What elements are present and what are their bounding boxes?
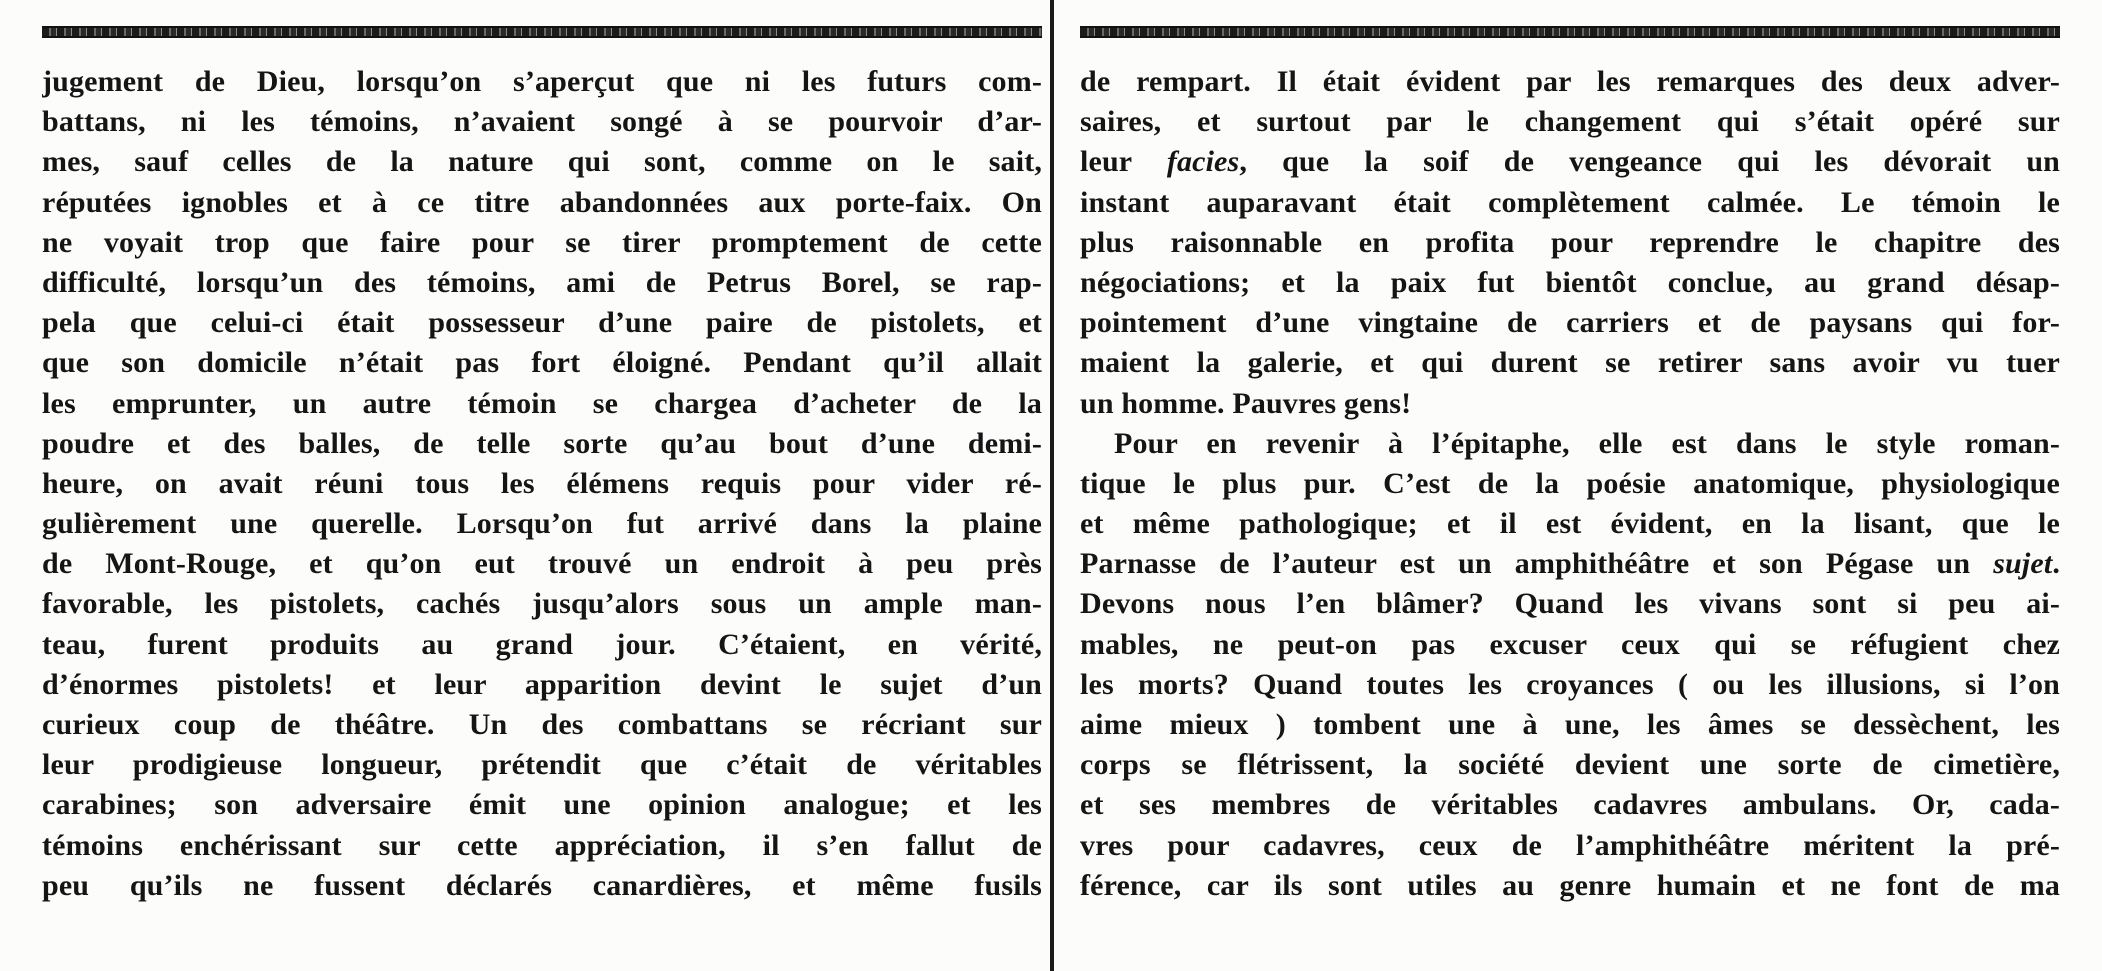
right-line-2: saires, et surtout par le changement qui s’était opéré sur xyxy=(1080,105,2060,139)
center-column-rule xyxy=(1050,0,1054,971)
left-text-column xyxy=(42,26,1042,946)
right-line-17: aime mieux ) tombent une à une, les âmes se dessèchent, les xyxy=(1080,708,2060,741)
left-line-1: jugement de Dieu, lorsqu’on s’aperçut que ni les futurs com- xyxy=(42,65,1042,98)
left-line-7: pela que celui-ci était possesseur d’une paire de pistolets, et xyxy=(42,306,1042,340)
right-line-7: pointement d’une vingtaine de carriers et de paysans qui for- xyxy=(1080,306,2060,340)
facies-italic-word: facies xyxy=(1166,145,1240,179)
right-line-4: instant auparavant était complètement calmée. Le témoin le xyxy=(1080,185,2060,219)
right-line-12: et même pathologique; et il est évident, en la lisant, que le xyxy=(1080,507,2060,541)
left-line-10: poudre et des balles, de telle sorte qu’au bout d’une demi- xyxy=(42,426,1042,460)
right-line-21: férence, car ils sont utiles au genre humain et ne font de ma xyxy=(1080,868,2060,902)
left-line-8: que son domicile n’était pas fort éloigné. Pendant qu’il allait xyxy=(42,346,1042,380)
right-line-20: vres pour cadavres, ceux de l’amphithéâtre méritent la pré- xyxy=(1080,828,2060,862)
left-line-17: curieux coup de théâtre. Un des combattans se récriant sur xyxy=(42,708,1042,741)
right-text-column xyxy=(1080,26,2060,946)
left-line-4: réputées ignobles et à ce titre abandonnées aux porte-faix. On xyxy=(42,185,1042,219)
right-line-6: négociations; et la paix fut bientôt conclue, au grand désap- xyxy=(1080,265,2060,299)
left-line-15: teau, furent produits au grand jour. C’étaient, en vérité, xyxy=(42,627,1042,661)
left-ornamental-rule xyxy=(42,26,1042,38)
right-line-11: tique le plus pur. C’est de la poésie anatomique, physiologique xyxy=(1080,466,2060,500)
right-ornamental-rule xyxy=(1080,26,2060,38)
left-line-21: peu qu’ils ne fussent déclarés canardières, et même fusils xyxy=(42,868,1042,902)
right-line-13-prefix: Parnasse de l’auteur est un amphithéâtre et son Pégase un xyxy=(1080,547,1994,581)
right-line-3 xyxy=(1080,142,2060,182)
right-line-3-prefix: leur xyxy=(1080,145,1167,179)
left-line-18: leur prodigieuse longueur, prétendit que c’était de véritables xyxy=(42,748,1042,782)
right-line-5: plus raisonnable en profita pour reprendre le chapitre des xyxy=(1080,225,2060,259)
left-line-11: heure, on avait réuni tous les élémens requis pour vider ré- xyxy=(42,466,1042,500)
right-line-15: mables, ne peut-on pas excuser ceux qui se réfugient chez xyxy=(1080,627,2060,661)
right-line-16: les morts? Quand toutes les croyances ( ou les illusions, si l’on xyxy=(1080,667,2060,701)
right-line-18: corps se flétrissent, la société devient une sorte de cimetière, xyxy=(1080,748,2060,782)
left-line-16: d’énormes pistolets! et leur apparition devint le sujet d’un xyxy=(42,667,1042,701)
right-line-14: Devons nous l’en blâmer? Quand les vivans sont si peu ai- xyxy=(1080,587,2060,621)
left-line-6: difficulté, lorsqu’un des témoins, ami de Petrus Borel, se rap- xyxy=(42,265,1042,299)
right-line-13 xyxy=(1080,544,2060,584)
right-line-19: et ses membres de véritables cadavres ambulans. Or, cada- xyxy=(1080,788,2060,822)
right-line-1: de rempart. Il était évident par les remarques des deux adver- xyxy=(1080,65,2060,98)
sujet-italic-word: sujet xyxy=(1993,547,2053,581)
right-line-9: un homme. Pauvres gens! xyxy=(1080,386,1412,420)
left-line-2: battans, ni les témoins, n’avaient songé à se pourvoir d’ar- xyxy=(42,105,1042,139)
right-line-10: Pour en revenir à l’épitaphe, elle est dans le style roman- xyxy=(1114,426,2060,460)
right-line-13-suffix: . xyxy=(2052,547,2060,581)
left-line-9: les emprunter, un autre témoin se chargea d’acheter de la xyxy=(42,386,1042,420)
right-line-8: maient la galerie, et qui durent se retirer sans avoir vu tuer xyxy=(1080,346,2060,380)
left-article-text xyxy=(42,62,1042,906)
left-line-3: mes, sauf celles de la nature qui sont, comme on le sait, xyxy=(42,145,1042,179)
left-line-19: carabines; son adversaire émit une opinion analogue; et les xyxy=(42,788,1042,822)
left-line-14: favorable, les pistolets, cachés jusqu’alors sous un ample man- xyxy=(42,587,1042,621)
left-line-5: ne voyait trop que faire pour se tirer promptement de cette xyxy=(42,225,1042,259)
right-article-text xyxy=(1080,62,2060,906)
left-line-20: témoins enchérissant sur cette appréciation, il s’en fallut de xyxy=(42,828,1042,862)
right-line-3-suffix: , que la soif de vengeance qui les dévorait un xyxy=(1239,145,2060,179)
left-line-12: gulièrement une querelle. Lorsqu’on fut arrivé dans la plaine xyxy=(42,507,1042,541)
left-line-13: de Mont-Rouge, et qu’on eut trouvé un endroit à peu près xyxy=(42,547,1042,581)
